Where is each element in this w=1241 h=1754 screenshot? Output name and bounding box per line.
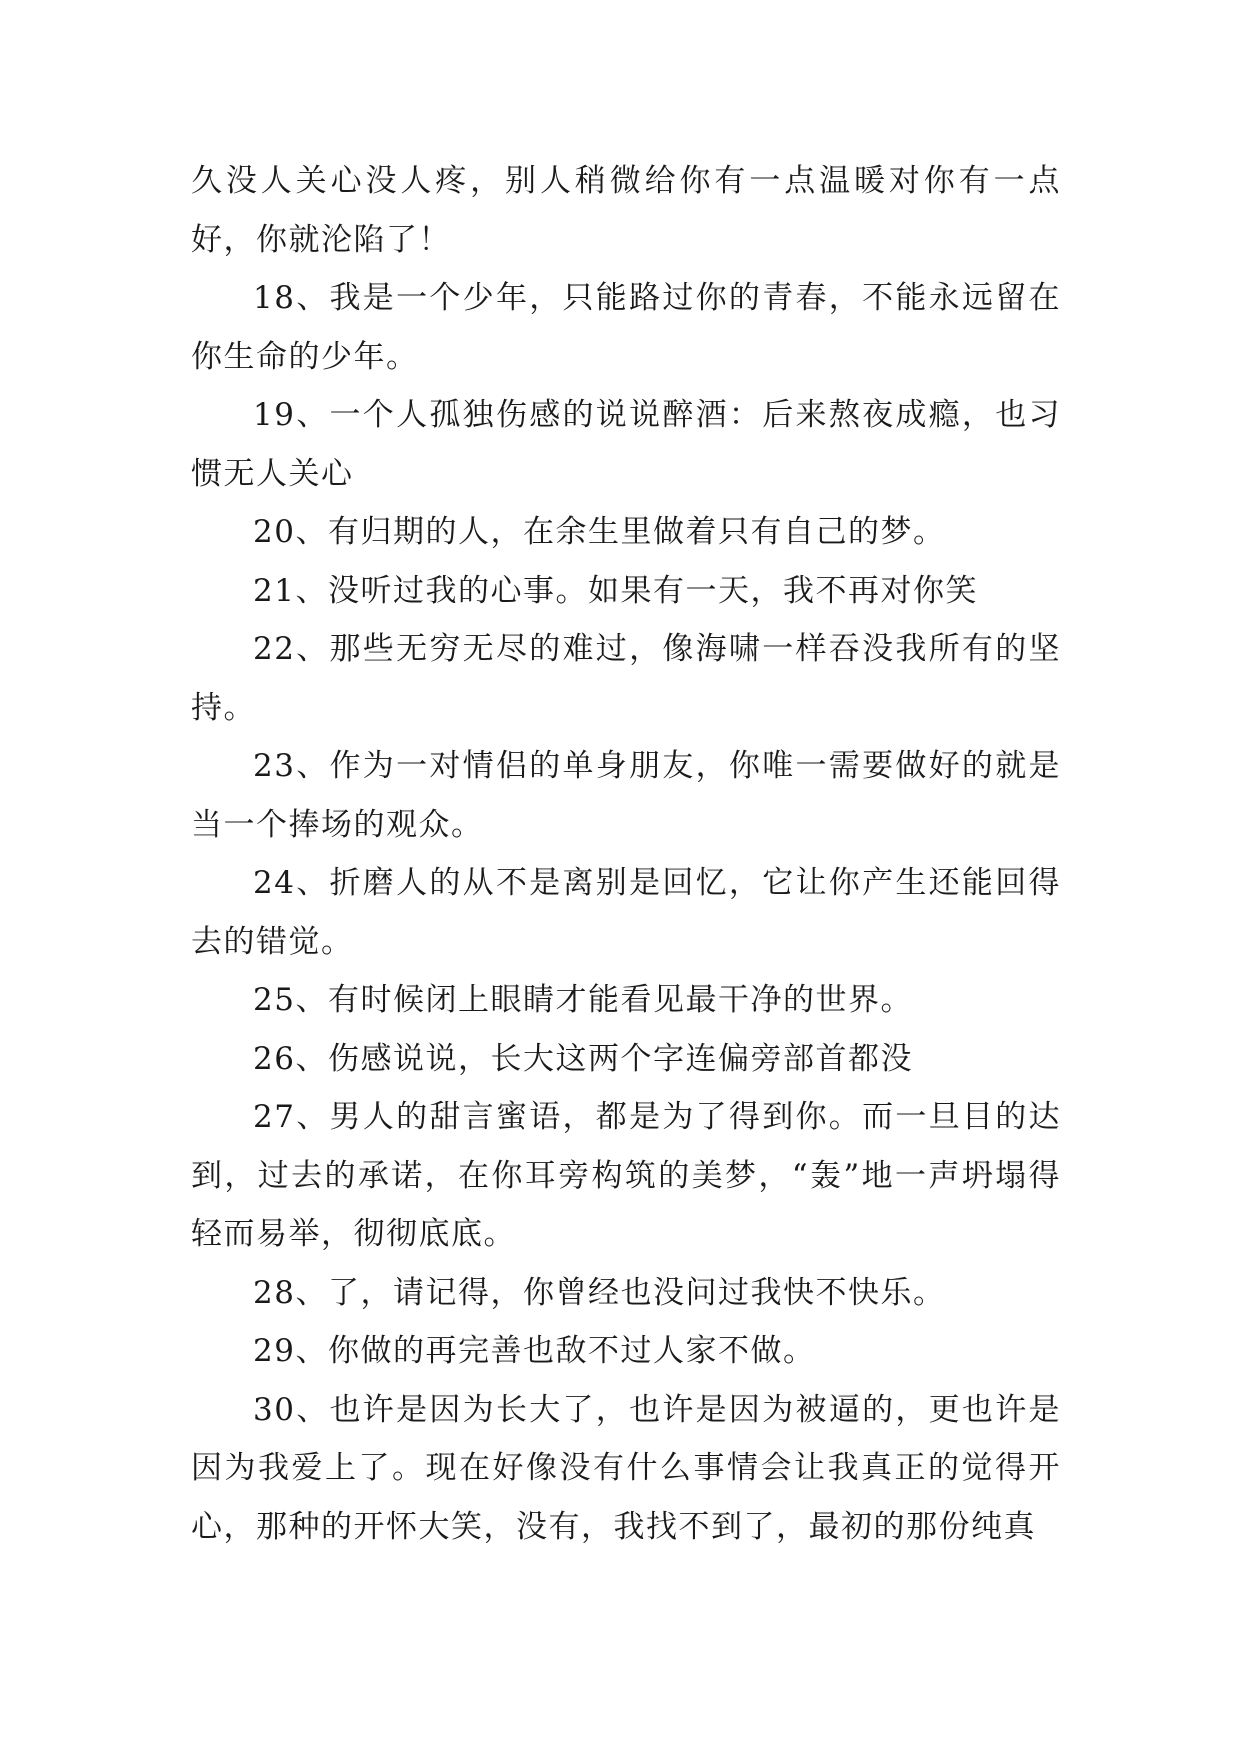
paragraph-26: 26、伤感说说，长大这两个字连偏旁部首都没 (253, 1040, 913, 1077)
paragraph-22: 22、那些无穷无尽的难过，像海啸一样吞没我所有的坚持。 (191, 631, 1061, 726)
paragraph-21: 21、没听过我的心事。如果有一天，我不再对你笑 (253, 572, 978, 609)
paragraph-27: 27、男人的甜言蜜语，都是为了得到你。而一旦目的达到，过去的承诺，在你耳旁构筑的美梦，“轰”地一声坍塌得轻而易举，彻彻底底。 (191, 1099, 1061, 1252)
paragraph-28: 28、了，请记得，你曾经也没问过我快不快乐。 (253, 1274, 946, 1311)
paragraph-25: 25、有时候闭上眼睛才能看见最干净的世界。 (253, 982, 913, 1018)
paragraph-30: 30、也许是因为长大了，也许是因为被逼的，更也许是因为我爱上了。现在好像没有什么事情会让我真正的觉得开心，那种的开怀大笑，没有，我找不到了，最初的那份纯真 (191, 1391, 1061, 1545)
paragraph-continuation: 久没人关心没人疼，别人稍微给你有一点温暖对你有一点好，你就沦陷了！ (191, 163, 1061, 258)
paragraph-18: 18、我是一个少年，只能路过你的青春，不能永远留在你生命的少年。 (191, 280, 1061, 375)
paragraph-29: 29、你做的再完善也敌不过人家不做。 (253, 1333, 816, 1369)
paragraph-19: 19、一个人孤独伤感的说说醉酒：后来熬夜成瘾，也习惯无人关心 (191, 397, 1061, 492)
paragraph-24: 24、折磨人的从不是离别是回忆，它让你产生还能回得去的错觉。 (191, 865, 1061, 960)
body-text (191, 152, 1061, 1556)
paragraph-20: 20、有归期的人，在余生里做着只有自己的梦。 (253, 514, 946, 550)
paragraph-23: 23、作为一对情侣的单身朋友，你唯一需要做好的就是当一个捧场的观众。 (191, 748, 1061, 843)
